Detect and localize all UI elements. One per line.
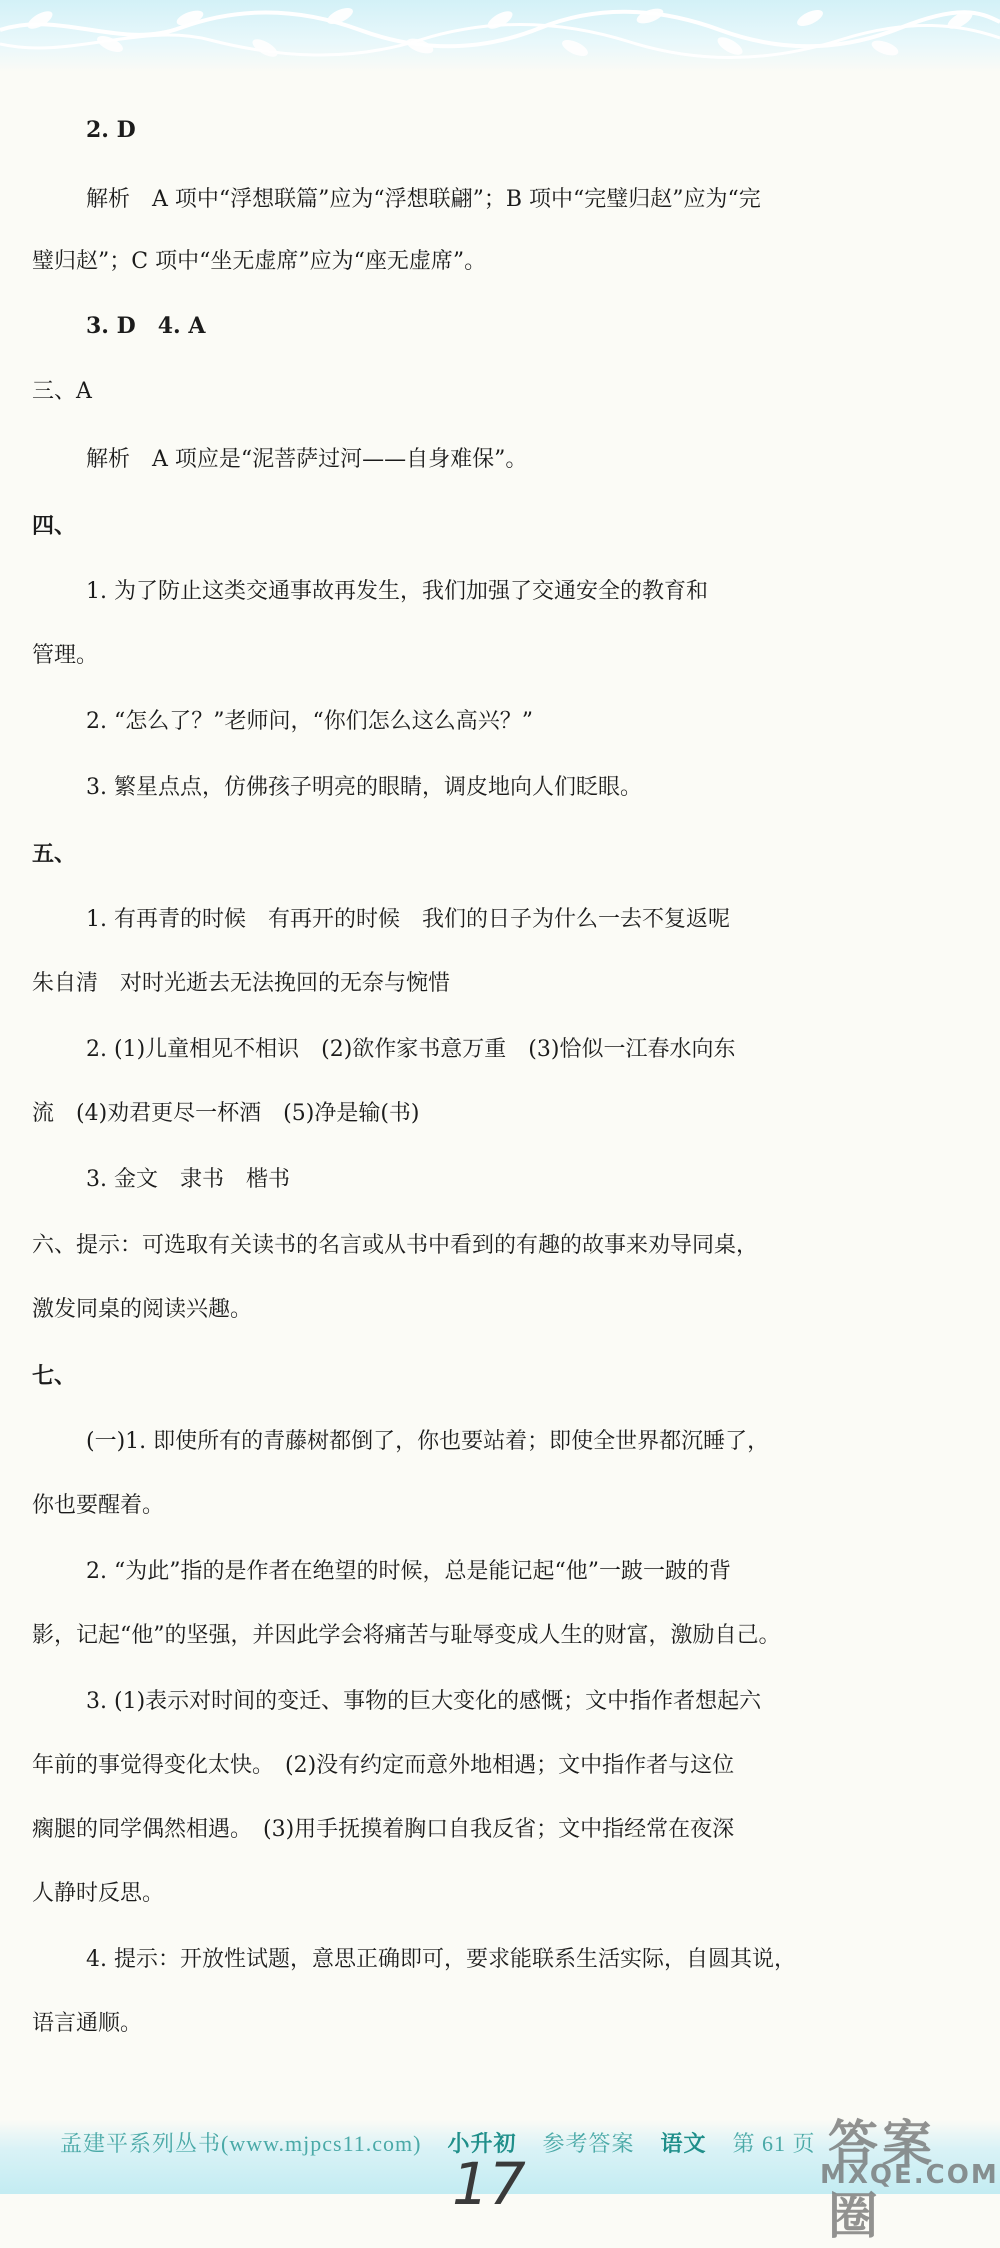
- text-line: 影，记起“他”的坚强，并因此学会将痛苦与耻辱变成人生的财富，激励自己。: [32, 1623, 781, 1648]
- text-line: (一)1. 即使所有的青藤树都倒了，你也要站着；即使全世界都沉睡了，: [86, 1429, 770, 1454]
- watermark-url: MXQE.COM: [820, 2160, 999, 2190]
- text-line: 3. 繁星点点，仿佛孩子明亮的眼睛，调皮地向人们眨眼。: [86, 775, 642, 800]
- text-line: 年前的事觉得变化太快。 (2)没有约定而意外地相遇；文中指作者与这位: [32, 1753, 735, 1778]
- text-line: 2. “怎么了？”老师问，“你们怎么这么高兴？”: [86, 709, 533, 734]
- text-line: 2. D: [86, 117, 136, 143]
- text-line: 激发同桌的阅读兴趣。: [32, 1297, 253, 1322]
- footer-subject: 语文: [660, 2131, 707, 2156]
- text-line: 璧归赵”；C 项中“坐无虚席”应为“座无虚席”。: [32, 249, 487, 274]
- handwritten-page-number: 17: [452, 2150, 526, 2218]
- text-line: 1. 为了防止这类交通事故再发生，我们加强了交通安全的教育和: [86, 579, 708, 604]
- text-line: 人静时反思。: [32, 1881, 165, 1906]
- text-line: 管理。: [32, 643, 99, 668]
- text-line: 瘸腿的同学偶然相遇。 (3)用手抚摸着胸口自我反省；文中指经常在夜深: [32, 1817, 735, 1842]
- text-line: 2. (1)儿童相见不相识 (2)欲作家书意万重 (3)恰似一江春水向东: [86, 1037, 736, 1062]
- text-line: 解析 A 项应是“泥菩萨过河——自身难保”。: [86, 447, 528, 472]
- text-line: 语言通顺。: [32, 2011, 143, 2036]
- text-line: 1. 有再青的时候 有再开的时候 我们的日子为什么一去不复返呢: [86, 907, 730, 932]
- text-line: 你也要醒着。: [32, 1493, 165, 1518]
- text-line: 解析 A 项中“浮想联篇”应为“浮想联翩”；B 项中“完璧归赵”应为“完: [86, 187, 761, 212]
- section-heading: 七、: [32, 1363, 77, 1389]
- footer-series: 孟建平系列丛书(www.mjpcs11.com): [60, 2131, 422, 2156]
- text-line: 朱自清 对时光逝去无法挽回的无奈与惋惜: [32, 971, 451, 996]
- text-line: 3. D 4. A: [86, 313, 206, 339]
- text-line: 流 (4)劝君更尽一杯酒 (5)净是输(书): [32, 1101, 420, 1126]
- text-line: 3. (1)表示对时间的变迁、事物的巨大变化的感慨；文中指作者想起六: [86, 1689, 762, 1714]
- footer-info: [60, 2127, 816, 2158]
- footer-answers: 参考答案: [542, 2131, 635, 2156]
- footer-page-label: 第 61 页: [732, 2131, 816, 2156]
- section-heading: 五、: [32, 841, 77, 867]
- text-line: 3. 金文 隶书 楷书: [86, 1167, 290, 1192]
- site-watermark: [810, 2104, 999, 2245]
- vine-pattern-icon: [0, 0, 1000, 72]
- text-line: 三、A: [32, 379, 92, 404]
- text-line: 4. 提示：开放性试题，意思正确即可，要求能联系生活实际，自圆其说，: [86, 1947, 796, 1972]
- watermark-brand: 答案圈: [828, 2115, 936, 2245]
- section-heading: 四、: [32, 513, 77, 539]
- text-line: 六、提示：可选取有关读书的名言或从书中看到的有趣的故事来劝导同桌，: [32, 1233, 759, 1258]
- decorative-vine-border: [0, 0, 1000, 72]
- footer-grade: 小升初: [447, 2131, 517, 2156]
- text-line: 2. “为此”指的是作者在绝望的时候，总是能记起“他”一跛一跛的背: [86, 1559, 731, 1584]
